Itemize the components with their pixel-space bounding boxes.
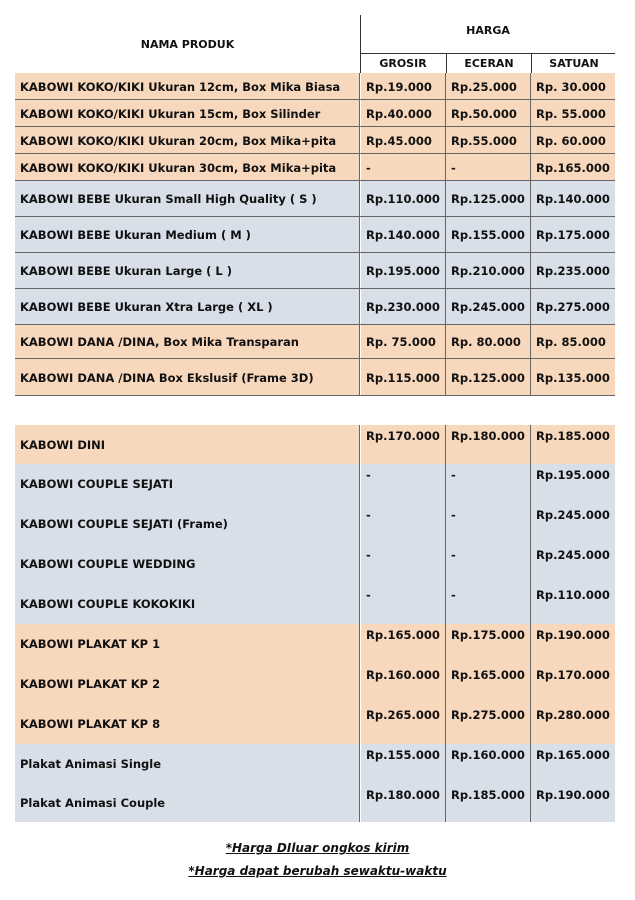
grosir-price-cell: Rp.155.000 (361, 744, 446, 784)
grosir-price-cell: Rp.45.000 (361, 127, 446, 154)
price-table-2 (15, 425, 615, 822)
product-name-cell: KABOWI DANA /DINA Box Ekslusif (Frame 3D) (15, 359, 360, 396)
product-name-cell: Plakat Animasi Couple (15, 784, 360, 822)
satuan-price-cell: Rp. 85.000 (531, 325, 615, 359)
satuan-price-cell: Rp.190.000 (531, 784, 615, 822)
table-row (15, 704, 615, 744)
product-name-cell: KABOWI COUPLE KOKOKIKI (15, 584, 360, 624)
grosir-price-cell: Rp.265.000 (361, 704, 446, 744)
table-row (15, 544, 615, 584)
eceran-price-cell: Rp.165.000 (446, 664, 531, 704)
eceran-price-cell: Rp.160.000 (446, 744, 531, 784)
satuan-price-cell: Rp.110.000 (531, 584, 615, 624)
grosir-price-cell: - (361, 154, 446, 181)
satuan-price-cell: Rp.135.000 (531, 359, 615, 396)
grosir-price-cell: Rp.170.000 (361, 425, 446, 464)
grosir-price-cell: Rp.160.000 (361, 664, 446, 704)
satuan-price-cell: Rp.235.000 (531, 253, 615, 289)
satuan-price-cell: Rp.140.000 (531, 181, 615, 217)
table-row (15, 325, 615, 359)
product-name-cell: KABOWI KOKO/KIKI Ukuran 15cm, Box Silinder (15, 100, 360, 127)
table-row (15, 784, 615, 822)
header-harga: HARGA (466, 23, 510, 37)
table-row (15, 504, 615, 544)
table-row (15, 217, 615, 253)
header-nama-produk: NAMA PRODUK (140, 37, 235, 51)
product-name-cell: KABOWI BEBE Ukuran Xtra Large ( XL ) (15, 289, 360, 325)
grosir-price-cell: - (361, 464, 446, 504)
table-row (15, 127, 615, 154)
row-divider (15, 395, 615, 396)
product-name-cell: KABOWI COUPLE SEJATI (Frame) (15, 504, 360, 544)
eceran-price-cell: Rp.125.000 (446, 181, 531, 217)
product-name-cell: KABOWI PLAKAT KP 2 (15, 664, 360, 704)
header-eceran: ECERAN (464, 57, 514, 70)
grosir-price-cell: Rp.230.000 (361, 289, 446, 325)
price-table-1 (15, 73, 615, 388)
grosir-price-cell: - (361, 544, 446, 584)
satuan-price-cell: Rp.245.000 (531, 504, 615, 544)
satuan-price-cell: Rp. 60.000 (531, 127, 615, 154)
grosir-price-cell: Rp.19.000 (361, 73, 446, 100)
eceran-price-cell: Rp.25.000 (446, 73, 531, 100)
satuan-price-cell: Rp.245.000 (531, 544, 615, 584)
grosir-price-cell: Rp.195.000 (361, 253, 446, 289)
table-row (15, 154, 615, 181)
product-name-cell: KABOWI BEBE Ukuran Large ( L ) (15, 253, 360, 289)
header-col-divider (531, 54, 532, 73)
product-name-cell: KABOWI PLAKAT KP 8 (15, 704, 360, 744)
eceran-price-cell: - (446, 504, 531, 544)
product-name-cell: KABOWI BEBE Ukuran Small High Quality ( S ) (15, 181, 360, 217)
grosir-price-cell: Rp.110.000 (361, 181, 446, 217)
product-name-cell: KABOWI KOKO/KIKI Ukuran 30cm, Box Mika+pita (15, 154, 360, 181)
note-price-change: *Harga dapat berubah sewaktu-waktu (188, 864, 447, 878)
grosir-price-cell: - (361, 504, 446, 544)
satuan-price-cell: Rp.185.000 (531, 425, 615, 464)
header-satuan: SATUAN (549, 57, 599, 70)
eceran-price-cell: Rp. 80.000 (446, 325, 531, 359)
satuan-price-cell: Rp. 55.000 (531, 100, 615, 127)
table-row (15, 664, 615, 704)
product-name-cell: KABOWI KOKO/KIKI Ukuran 20cm, Box Mika+pita (15, 127, 360, 154)
grosir-price-cell: Rp.40.000 (361, 100, 446, 127)
satuan-price-cell: Rp.280.000 (531, 704, 615, 744)
table-row (15, 744, 615, 784)
eceran-price-cell: - (446, 154, 531, 181)
satuan-price-cell: Rp. 30.000 (531, 73, 615, 100)
grosir-price-cell: Rp.165.000 (361, 624, 446, 664)
table-header (15, 15, 615, 73)
satuan-price-cell: Rp.170.000 (531, 664, 615, 704)
product-name-cell: KABOWI COUPLE SEJATI (15, 464, 360, 504)
grosir-price-cell: Rp.180.000 (361, 784, 446, 822)
satuan-price-cell: Rp.195.000 (531, 464, 615, 504)
product-name-cell: KABOWI DINI (15, 425, 360, 464)
eceran-price-cell: Rp.185.000 (446, 784, 531, 822)
eceran-price-cell: Rp.210.000 (446, 253, 531, 289)
eceran-price-cell: - (446, 584, 531, 624)
table-row (15, 359, 615, 396)
satuan-price-cell: Rp.275.000 (531, 289, 615, 325)
table-row (15, 289, 615, 325)
satuan-price-cell: Rp.165.000 (531, 154, 615, 181)
product-name-cell: KABOWI DANA /DINA, Box Mika Transparan (15, 325, 360, 359)
table-row (15, 464, 615, 504)
eceran-price-cell: - (446, 544, 531, 584)
eceran-price-cell: Rp.245.000 (446, 289, 531, 325)
table-row (15, 100, 615, 127)
table-row (15, 425, 615, 464)
grosir-price-cell: Rp. 75.000 (361, 325, 446, 359)
eceran-price-cell: Rp.175.000 (446, 624, 531, 664)
grosir-price-cell: Rp.115.000 (361, 359, 446, 396)
product-name-cell: KABOWI BEBE Ukuran Medium ( M ) (15, 217, 360, 253)
eceran-price-cell: Rp.155.000 (446, 217, 531, 253)
eceran-price-cell: Rp.180.000 (446, 425, 531, 464)
eceran-price-cell: Rp.50.000 (446, 100, 531, 127)
table-row (15, 584, 615, 624)
table-row (15, 624, 615, 664)
grosir-price-cell: - (361, 584, 446, 624)
product-name-cell: KABOWI PLAKAT KP 1 (15, 624, 360, 664)
eceran-price-cell: - (446, 464, 531, 504)
eceran-price-cell: Rp.275.000 (446, 704, 531, 744)
satuan-price-cell: Rp.190.000 (531, 624, 615, 664)
eceran-price-cell: Rp.55.000 (446, 127, 531, 154)
satuan-price-cell: Rp.165.000 (531, 744, 615, 784)
product-name-cell: KABOWI COUPLE WEDDING (15, 544, 360, 584)
satuan-price-cell: Rp.175.000 (531, 217, 615, 253)
table-row (15, 181, 615, 217)
product-name-cell: Plakat Animasi Single (15, 744, 360, 784)
note-shipping: *Harga DIluar ongkos kirim (225, 841, 410, 855)
product-name-cell: KABOWI KOKO/KIKI Ukuran 12cm, Box Mika Biasa (15, 73, 360, 100)
table-row (15, 253, 615, 289)
grosir-price-cell: Rp.140.000 (361, 217, 446, 253)
eceran-price-cell: Rp.125.000 (446, 359, 531, 396)
table-row (15, 73, 615, 100)
header-grosir: GROSIR (379, 57, 427, 70)
